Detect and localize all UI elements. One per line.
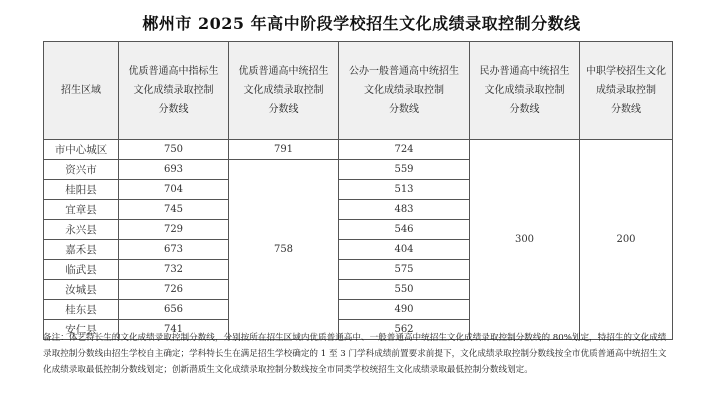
public-general-score-cell: 559 bbox=[339, 160, 470, 180]
region-cell: 宜章县 bbox=[44, 200, 119, 220]
public-general-score-cell: 513 bbox=[339, 180, 470, 200]
region-cell: 桂阳县 bbox=[44, 180, 119, 200]
indicator-score-cell: 693 bbox=[119, 160, 229, 180]
indicator-score-cell: 729 bbox=[119, 220, 229, 240]
public-general-score-cell: 575 bbox=[339, 260, 470, 280]
region-cell: 汝城县 bbox=[44, 280, 119, 300]
header-region: 招生区域 bbox=[44, 42, 119, 140]
indicator-score-cell: 750 bbox=[119, 140, 229, 160]
quality-general-score-cell: 758 bbox=[229, 160, 339, 340]
header-private-general: 民办普通高中统招生 文化成绩录取控制 分数线 bbox=[470, 42, 580, 140]
page-title: 郴州市 2025 年高中阶段学校招生文化成绩录取控制分数线 bbox=[142, 14, 581, 33]
table-row bbox=[44, 140, 673, 160]
public-general-score-cell: 724 bbox=[339, 140, 470, 160]
vocational-score-cell: 200 bbox=[580, 140, 673, 340]
region-cell: 市中心城区 bbox=[44, 140, 119, 160]
header-public-general: 公办一般普通高中统招生 文化成绩录取控制 分数线 bbox=[339, 42, 470, 140]
indicator-score-cell: 656 bbox=[119, 300, 229, 320]
quality-general-score-cell: 791 bbox=[229, 140, 339, 160]
public-general-score-cell: 562 bbox=[339, 320, 470, 340]
indicator-score-cell: 704 bbox=[119, 180, 229, 200]
public-general-score-cell: 490 bbox=[339, 300, 470, 320]
indicator-score-cell: 732 bbox=[119, 260, 229, 280]
table-header-row bbox=[44, 42, 673, 140]
region-cell: 桂东县 bbox=[44, 300, 119, 320]
indicator-score-cell: 745 bbox=[119, 200, 229, 220]
header-quality-general: 优质普通高中统招生 文化成绩录取控制 分数线 bbox=[229, 42, 339, 140]
cutoff-score-table bbox=[43, 41, 673, 340]
region-cell: 资兴市 bbox=[44, 160, 119, 180]
region-cell: 永兴县 bbox=[44, 220, 119, 240]
public-general-score-cell: 483 bbox=[339, 200, 470, 220]
region-cell: 临武县 bbox=[44, 260, 119, 280]
header-quality-indicator: 优质普通高中指标生 文化成绩录取控制 分数线 bbox=[119, 42, 229, 140]
public-general-score-cell: 550 bbox=[339, 280, 470, 300]
region-cell: 嘉禾县 bbox=[44, 240, 119, 260]
public-general-score-cell: 546 bbox=[339, 220, 470, 240]
private-general-score-cell: 300 bbox=[470, 140, 580, 340]
indicator-score-cell: 741 bbox=[119, 320, 229, 340]
footnote: 备注：体艺特长生的文化成绩录取控制分数线，分别按所在招生区域内优质普通高中、一般普通高中统招生文化成绩录取控制分数线的 80%划定，特招生的文化成绩录取控制分数线由招生学校自主确定；学科特长生在满足招生学校确定的 1 至 3 门学科成绩前置要求前提下，文化成绩录取控制分数线按全市优质普通高中统招生文化成绩录取最低控制分数线划定；创新潜质生文化成绩录取控制分数线按全市同类学校统招生文化成绩录取最低控制分数线划定。 bbox=[43, 333, 667, 376]
indicator-score-cell: 673 bbox=[119, 240, 229, 260]
region-cell: 安仁县 bbox=[44, 320, 119, 340]
header-vocational: 中职学校招生文化 成绩录取控制 分数线 bbox=[580, 42, 673, 140]
public-general-score-cell: 404 bbox=[339, 240, 470, 260]
indicator-score-cell: 726 bbox=[119, 280, 229, 300]
